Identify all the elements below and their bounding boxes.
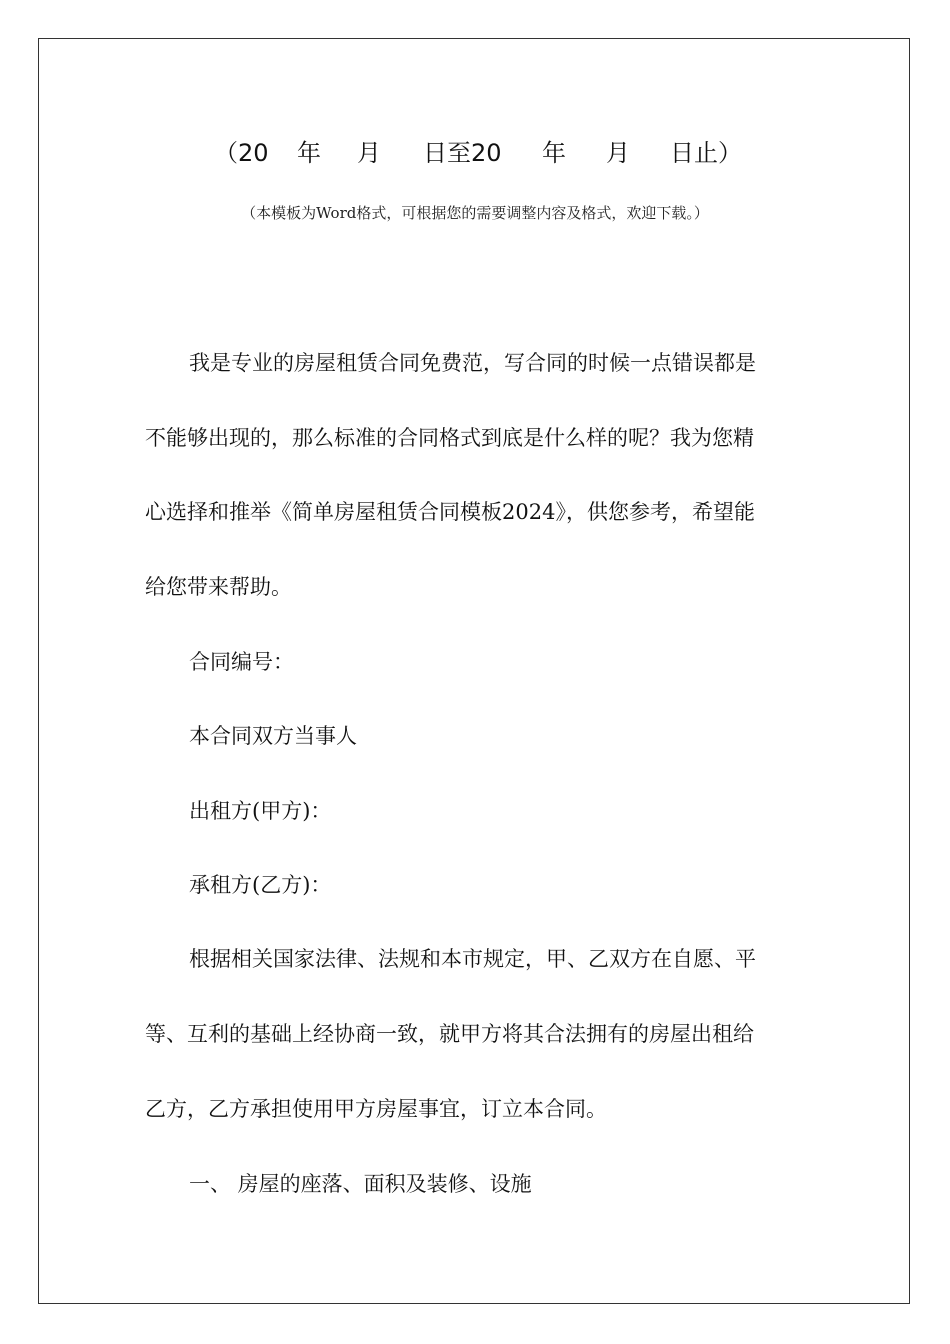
agreement-line-3: 乙方，乙方承担使用甲方房屋事宜，订立本合同。 [145,1097,607,1121]
template-note: （本模板为Word格式，可根据您的需要调整内容及格式，欢迎下载。） [241,204,709,222]
date-start-day-to: 日至20 [423,139,502,167]
lessor-label: 出租方(甲方)： [189,799,332,823]
date-start-open: （20 [214,139,269,167]
date-start-year: 年 [297,139,321,167]
intro-line-2: 不能够出现的，那么标准的合同格式到底是什么样的呢？我为您精 [145,426,754,450]
intro-line-4: 给您带来帮助。 [145,575,292,599]
date-end-year: 年 [542,139,566,167]
contract-number-label: 合同编号： [189,650,294,674]
lessee-label: 承租方(乙方)： [189,873,332,897]
date-start-month: 月 [357,139,381,167]
section-one-heading: 一、 房屋的座落、面积及装修、设施 [189,1172,532,1196]
contract-period-line [0,136,950,170]
date-end-day-close: 日止） [670,139,742,167]
agreement-line-2: 等、互利的基础上经协商一致，就甲方将其合法拥有的房屋出租给 [145,1022,754,1046]
intro-line-1: 我是专业的房屋租赁合同免费范，写合同的时候一点错误都是 [189,351,756,375]
intro-line-3: 心选择和推举《简单房屋租赁合同模板2024》，供您参考，希望能 [145,500,755,524]
date-end-month: 月 [606,139,630,167]
agreement-line-1: 根据相关国家法律、法规和本市规定，甲、乙双方在自愿、平 [189,947,756,971]
parties-label: 本合同双方当事人 [189,724,357,748]
